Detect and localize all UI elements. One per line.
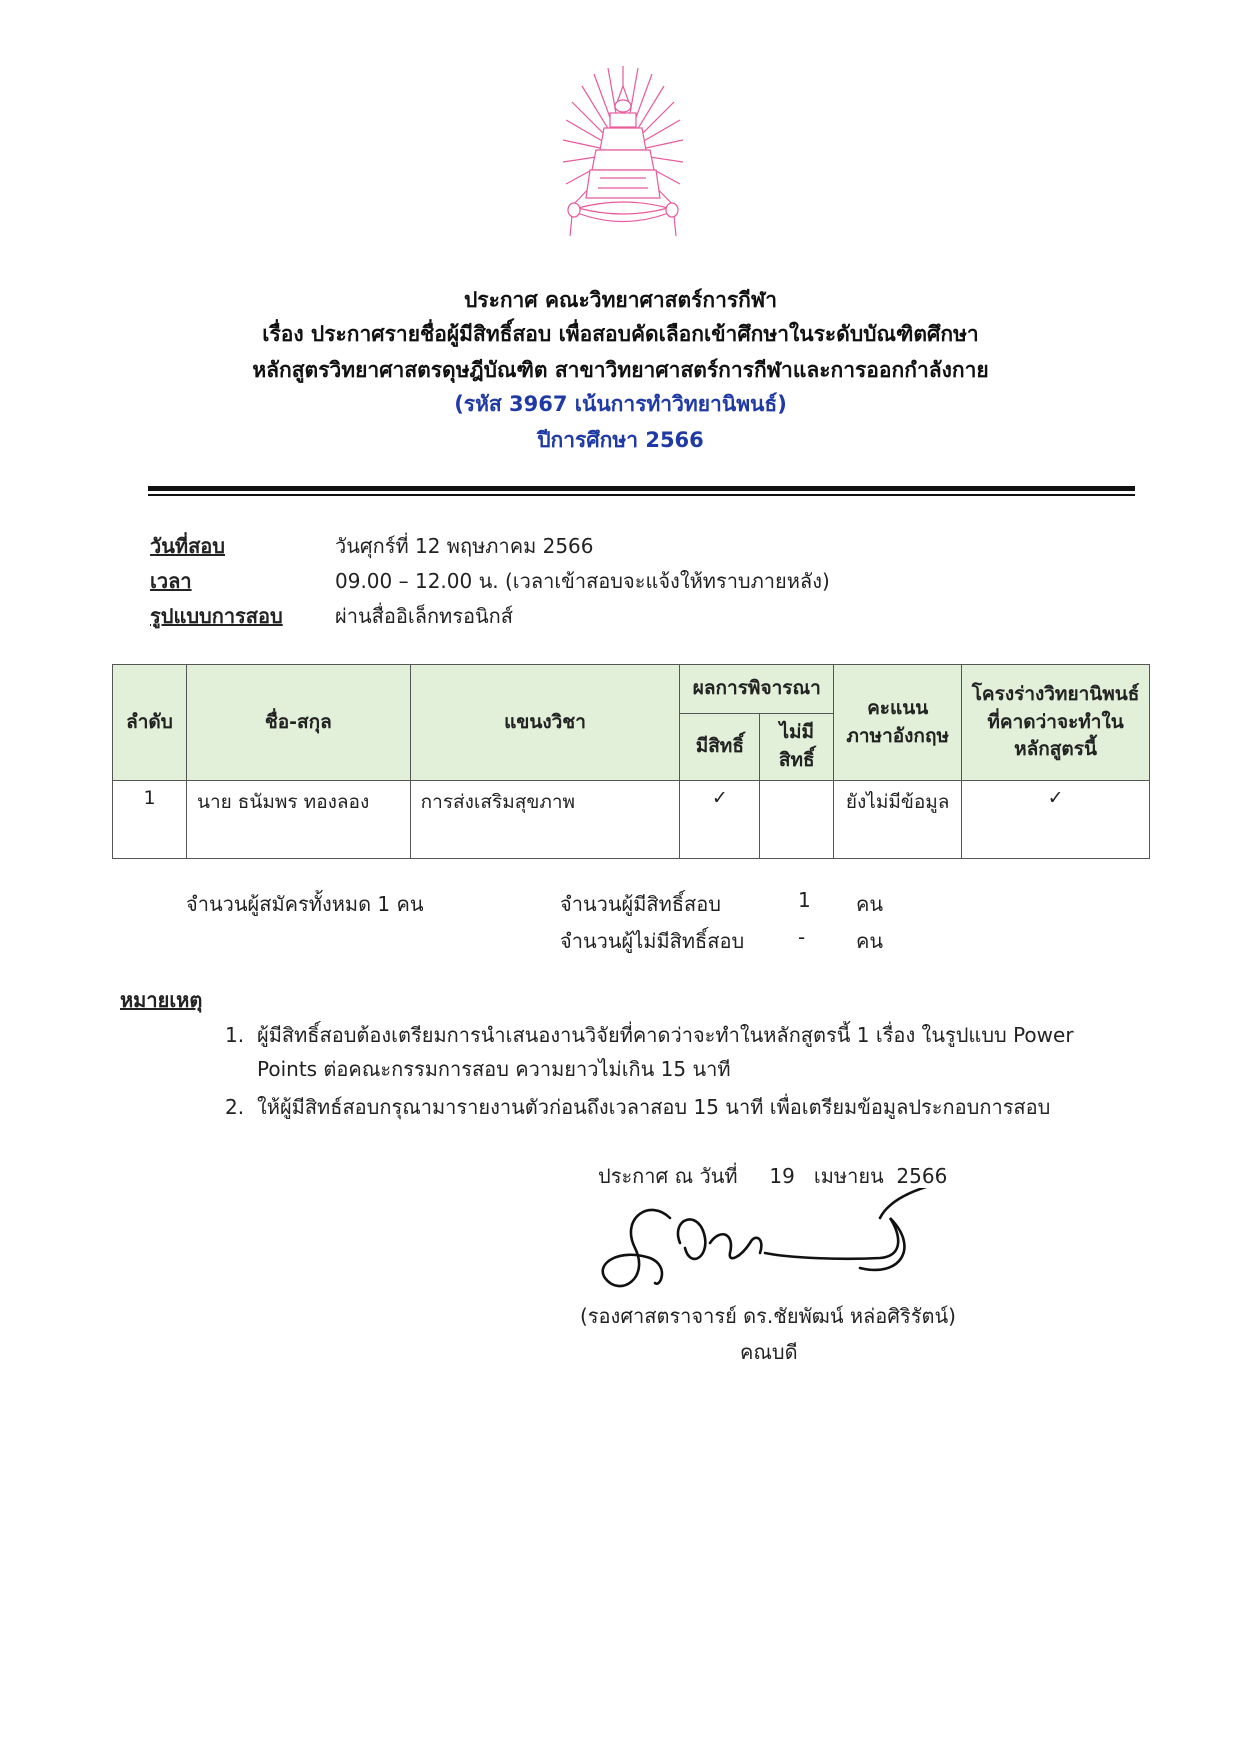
col-header-eligible: มีสิทธิ์ <box>680 714 760 781</box>
university-emblem-logo <box>560 58 686 268</box>
col-header-thesis <box>962 665 1150 781</box>
exam-format-label: รูปแบบการสอบ <box>150 604 283 628</box>
signer-name: (รองศาสตราจารย์ ดร.ชัยพัฒน์ หล่อศิริรัตน์) <box>580 1304 956 1328</box>
row-field: การส่งเสริมสุขภาพ <box>410 781 680 859</box>
col-header-no: ลำดับ <box>113 665 187 781</box>
notes-title: หมายเหตุ <box>120 988 203 1012</box>
thesis-header-line3: หลักสูตรนี้ <box>1014 738 1097 761</box>
col-header-not-eligible <box>760 714 834 781</box>
not-eligible-header-line2: สิทธิ์ <box>778 749 815 771</box>
handwritten-signature <box>560 1188 1000 1308</box>
not-eligible-count: - <box>798 925 806 949</box>
results-table <box>112 664 1150 859</box>
note-text: ผู้มีสิทธิ์สอบต้องเตรียมการนำเสนองานวิจัยที่คาดว่าจะทำในหลักสูตรนี้ 1 เรื่อง ในรูปแบบ Power Points ต่อคณะกรรมการสอบ ความยาวไม่เกิน 15 นาที <box>257 1023 1074 1081</box>
row-english: ยังไม่มีข้อมูล <box>834 781 962 859</box>
col-header-result: ผลการพิจารณา <box>680 665 834 714</box>
not-eligible-header-line1: ไม่มี <box>779 721 815 744</box>
row-not-eligible <box>760 781 834 859</box>
note-item-1 <box>225 1018 1135 1088</box>
header-divider-thin <box>148 494 1135 496</box>
table-row <box>113 781 1150 859</box>
row-name: นาย ธนัมพร ทองลอง <box>186 781 410 859</box>
col-header-name: ชื่อ-สกุล <box>186 665 410 781</box>
row-no: 1 <box>113 781 187 859</box>
exam-format-value: ผ่านสื่ออิเล็กทรอนิกส์ <box>335 604 513 628</box>
row-eligible-check: ✓ <box>680 781 760 859</box>
note-number: 2. <box>225 1095 245 1119</box>
announcement-subject: เรื่อง ประกาศรายชื่อผู้มีสิทธิ์สอบ เพื่อสอบคัดเลือกเข้าศึกษาในระดับบัณฑิตศึกษา <box>262 322 979 346</box>
exam-date-label: วันที่สอบ <box>150 534 225 558</box>
exam-time-value: 09.00 – 12.00 น. (เวลาเข้าสอบจะแจ้งให้ทราบภายหลัง) <box>335 569 830 593</box>
col-header-field: แขนงวิชา <box>410 665 680 781</box>
row-thesis-check: ✓ <box>962 781 1150 859</box>
english-header-line2: ภาษาอังกฤษ <box>846 724 949 747</box>
signer-position: คณบดี <box>740 1340 798 1364</box>
note-text: ให้ผู้มีสิทธ์สอบกรุณามารายงานตัวก่อนถึงเวลาสอบ 15 นาที เพื่อเตรียมข้อมูลประกอบการสอบ <box>257 1095 1051 1119</box>
program-code: (รหัส 3967 เน้นการทำวิทยานิพนธ์) <box>454 392 787 416</box>
academic-year: ปีการศึกษา 2566 <box>537 428 704 452</box>
announce-date: ประกาศ ณ วันที่ 19 เมษายน 2566 <box>598 1164 948 1188</box>
announcement-title: ประกาศ คณะวิทยาศาสตร์การกีฬา <box>463 288 778 312</box>
col-header-english <box>834 665 962 781</box>
eligible-count: 1 <box>798 888 811 912</box>
thesis-header-line2: ที่คาดว่าจะทำใน <box>987 710 1124 733</box>
note-item-2 <box>225 1090 1135 1126</box>
exam-date-value: วันศุกร์ที่ 12 พฤษภาคม 2566 <box>335 534 594 558</box>
english-header-line1: คะแนน <box>867 696 929 719</box>
thesis-header-line1: โครงร่างวิทยานิพนธ์ <box>971 683 1140 706</box>
not-eligible-unit: คน <box>856 929 884 953</box>
header-divider-thick <box>148 486 1135 491</box>
program-name: หลักสูตรวิทยาศาสตรดุษฎีบัณฑิต สาขาวิทยาศาสตร์การกีฬาและการออกกำลังกาย <box>252 358 989 382</box>
exam-time-label: เวลา <box>150 569 192 593</box>
eligible-label: จำนวนผู้มีสิทธิ์สอบ <box>560 892 721 916</box>
eligible-unit: คน <box>856 892 884 916</box>
total-applicants: จำนวนผู้สมัครทั้งหมด 1 คน <box>186 892 424 916</box>
note-number: 1. <box>225 1023 245 1047</box>
not-eligible-label: จำนวนผู้ไม่มีสิทธิ์สอบ <box>560 929 745 953</box>
